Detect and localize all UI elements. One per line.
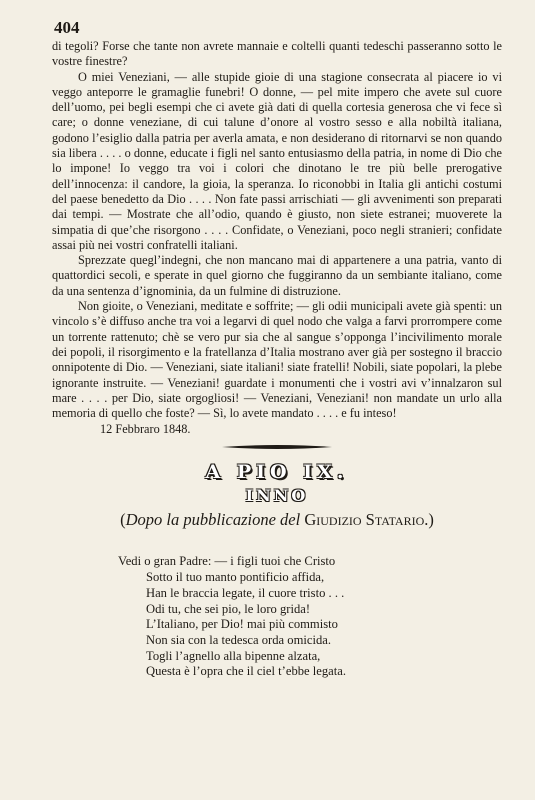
caption-open-paren: ( xyxy=(120,510,126,530)
poem-line: Non sia con la tedesca orda omicida. xyxy=(146,632,331,647)
poem-line: Odi tu, che sei pio, le loro grida! xyxy=(146,601,311,616)
caption-small-caps: Giudizio Statario xyxy=(304,510,425,530)
paragraph: Sprezzate quegl’indegni, che non mancano mai di appartenere a una patria, vanto di quattordici secoli, e sperate in quel giorno che fuggiranno da un sembiante italiano, come da una sentenza d’ignominia, da un fulmine di distruzione. xyxy=(52,253,502,298)
date-line: 12 Febbraro 1848. xyxy=(100,422,191,437)
book-page xyxy=(52,18,502,680)
poem-line: Han le braccia legate, il cuore tristo . . . xyxy=(146,585,345,600)
section-title: A PIO IX. xyxy=(205,461,349,484)
poem-line: Togli l’agnello alla bipenne alzata, xyxy=(146,648,321,663)
paragraph: O miei Veneziani, — alle stupide gioie di una stagione consecrata al piacere io vi veggo anteporre le gramaglie funebri! O donne, — pel mite impero che avete sul cuore dell’uomo, pei begli esempi che ci avete già dati di quella cortesia generosa che vi fece sì care; o donne veneziane, di cui talune d’onore al vostro sesso e alla nobiltà italiana, godono l’esiglio dalla patria per averla amata, e non desiderano di ritornarvi se non quando sia libera . . . . o donne, educate i figli nel santo entusiasmo della patria, in nome di Dio che lo impone! Io veggo tra voi i colori che dinotano le tre più belle prerogative dell’innocenza: il candore, la gioia, la speranza. Io riconobbi in Italia gli antichi costumi del paese benedetto da Dio . . . . Non fate passi arrischiati — gli avvenimenti son preparati dai tempi. — Mostrate che all’odio, quando è giusto, non siete estranei; muoverete la simpatia di que’che risorgono . . . . Confidate, o Veneziani, poco negli stranieri; confidate assai più nei vostri confratelli italiani. xyxy=(52,69,502,252)
ornament-rule-icon xyxy=(222,444,332,450)
ornamental-rule xyxy=(52,444,502,450)
section-caption xyxy=(52,510,502,530)
page-number: 404 xyxy=(54,18,80,37)
section-subtitle: INNO xyxy=(245,486,309,506)
poem-line: Sotto il tuo manto pontificio affida, xyxy=(146,570,325,585)
caption-italic: Dopo la pubblicazione del xyxy=(125,510,305,530)
paragraph: Non gioite, o Veneziani, meditate e soffrite; — gli odii municipali avete già spenti: un vincolo s’è diffuso anche tra voi a legarvi di quel nodo che valga a farvi prorrompere come un torrente rattenuto; chè se vero pur sia che al sangue s’opponga l’incivilimento morale dei popoli, il risorgimento e la fratellanza d’Italia mostrano aver già per sostegno il braccio onnipotente di Dio. — Veneziani, siate italiani! siate fratelli! Nobili, siate popolari, la plebe ignorante instruite. — Veneziani! guardate i monumenti che i vostri avi v’innalzaron sul mare . . . . per Dio, siate orgogliosi! — Veneziani, Veneziani! non mandate un urlo alla memoria di quello che foste? — Sì, lo avete mandato . . . . e fu inteso! xyxy=(52,299,502,421)
prose-body xyxy=(52,39,502,421)
poem-line: Questa è l’opra che il ciel t’ebbe legata. xyxy=(146,664,346,679)
poem-line: Vedi o gran Padre: — i figli tuoi che Cristo xyxy=(118,554,336,569)
poem-stanza xyxy=(118,554,502,680)
caption-close-paren: .) xyxy=(424,510,434,530)
paragraph: di tegoli? Forse che tante non avrete mannaie e coltelli quanti tedeschi passeranno sotto le vostre finestre? xyxy=(52,39,502,69)
poem-line: L’Italiano, per Dio! mai più commisto xyxy=(146,617,338,632)
